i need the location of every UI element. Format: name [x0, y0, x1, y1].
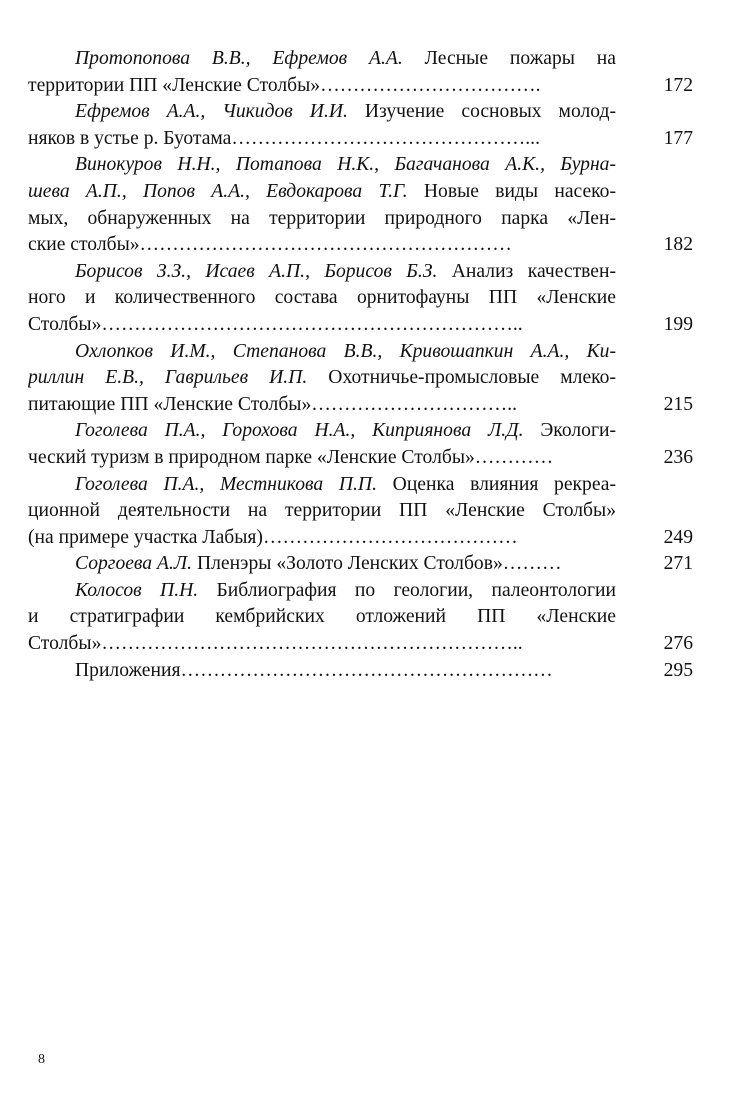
toc-entry-title: и стратиграфии кембрийских отложений ПП «Ленские — [28, 606, 616, 628]
toc-entry-text — [28, 259, 616, 339]
toc-entry-line — [28, 259, 616, 286]
toc-entry-title: Столбы»……………………………………………………….. — [28, 633, 523, 655]
toc-entry-page-number: 276 — [663, 633, 693, 655]
toc-entry-line — [28, 392, 616, 419]
toc-entry-page-number: 271 — [663, 553, 693, 575]
toc-entry-title: Изучение сосновых молод- — [347, 101, 616, 123]
toc-entry-line — [28, 658, 616, 685]
toc-entry-authors: Ефремов А.А., Чикидов И.И. — [75, 101, 348, 123]
toc-entry-line — [28, 312, 616, 339]
toc-entry[interactable] — [28, 472, 693, 552]
toc-entry-title: Новые виды насеко- — [407, 180, 616, 202]
toc-entry-authors: Борисов З.З., Исаев А.П., Борисов Б.З. — [75, 260, 438, 282]
toc-entry-line — [28, 179, 616, 206]
toc-entry-line — [28, 126, 616, 153]
toc-entry-text — [28, 99, 616, 152]
toc-entry[interactable] — [28, 339, 693, 419]
toc-entry-line — [28, 46, 616, 73]
toc-entry-line — [28, 631, 616, 658]
toc-entry-line — [28, 604, 616, 631]
toc-entry[interactable] — [28, 418, 693, 471]
toc-entry-line — [28, 498, 616, 525]
toc-entry-title: Оценка влияния рекреа- — [376, 473, 616, 495]
toc-entry-title: питающие ПП «Ленские Столбы»………………………….. — [28, 393, 518, 415]
toc-entry-authors: Гоголева П.А., Горохова Н.А., Киприянова Л.Д. — [75, 420, 524, 442]
toc-entry[interactable] — [28, 259, 693, 339]
toc-entry-title: Пленэры «Золото Ленских Столбов»……… — [192, 553, 562, 575]
toc-entry[interactable] — [28, 99, 693, 152]
toc-entry-text — [28, 418, 616, 471]
toc-entry-title: Библиография по геологии, палеонтологии — [198, 579, 616, 601]
toc-entry[interactable] — [28, 578, 693, 658]
toc-entry-title: (на примере участка Лабыя)………………………………… — [28, 526, 518, 548]
toc-entry-line — [28, 73, 616, 100]
toc-entry-line — [28, 551, 616, 578]
toc-entry-title: няков в устье р. Буотама………………………………………... — [28, 127, 540, 149]
toc-entry-line — [28, 578, 616, 605]
toc-entry-title: территории ПП «Ленские Столбы»……………………………. — [28, 74, 541, 96]
toc-entry-text — [28, 578, 616, 658]
toc-entry-line — [28, 525, 616, 552]
toc-entry-page-number: 249 — [663, 526, 693, 548]
toc-entry-line — [28, 99, 616, 126]
toc-entry-line — [28, 232, 616, 259]
toc-entry-title: Охотничье-промысловые млеко- — [307, 367, 616, 389]
toc-entry-authors: шева А.П., Попов А.А., Евдокарова Т.Г. — [28, 180, 408, 202]
toc-entry-page-number: 199 — [663, 313, 693, 335]
toc-entry-title: Приложения………………………………………………… — [75, 659, 553, 681]
toc-entry-line — [28, 285, 616, 312]
toc-entry-text — [28, 658, 616, 685]
toc-entry-authors: Винокуров Н.Н., Потапова Н.К., Багачанова А.К., Бурна- — [75, 154, 616, 176]
toc-entry-line — [28, 365, 616, 392]
toc-entry-line — [28, 206, 616, 233]
toc-entry-line — [28, 418, 616, 445]
toc-entry-title: ческий туризм в природном парке «Ленские Столбы»………… — [28, 446, 554, 468]
toc-entry-line — [28, 152, 616, 179]
toc-entry-title: Столбы»……………………………………………………….. — [28, 313, 523, 335]
toc-entry-authors: Гоголева П.А., Местникова П.П. — [75, 473, 377, 495]
toc-entry[interactable] — [28, 551, 693, 578]
toc-entry-title: Лесные пожары на — [402, 48, 616, 69]
toc-entry-authors: Соргоева А.Л. — [75, 553, 193, 575]
toc-entry[interactable] — [28, 46, 693, 99]
toc-entry-title: ционной деятельности на территории ПП «Ленские Столбы» — [28, 500, 616, 522]
toc-entry[interactable] — [28, 658, 693, 685]
toc-entry-title: ного и количественного состава орнитофауны ПП «Ленские — [28, 287, 616, 309]
toc-entry[interactable] — [28, 152, 693, 258]
toc-entry-authors: Колосов П.Н. — [75, 579, 199, 601]
toc-entry-page-number: 236 — [663, 446, 693, 468]
toc-entry-line — [28, 472, 616, 499]
toc-entry-page-number: 172 — [663, 74, 693, 96]
toc-entry-page-number: 295 — [663, 659, 693, 681]
toc-entry-page-number: 177 — [663, 127, 693, 149]
toc-entry-title: мых, обнаруженных на территории природного парка «Лен- — [28, 207, 616, 229]
toc-entry-text — [28, 551, 616, 578]
toc-entry-authors: риллин Е.В., Гаврильев И.П. — [28, 367, 308, 389]
page-number-footer: 8 — [38, 1052, 45, 1067]
toc-entry-page-number: 215 — [663, 393, 693, 415]
toc-entry-text — [28, 152, 616, 258]
toc-entry-authors: Протопопова В.В., Ефремов А.А. — [75, 48, 403, 69]
table-of-contents — [28, 46, 693, 684]
toc-entry-authors: Охлопков И.М., Степанова В.В., Кривошапкин А.А., Ки- — [75, 340, 616, 362]
toc-entry-title: Анализ качествен- — [437, 260, 616, 282]
toc-entry-title: ские столбы»………………………………………………… — [28, 234, 512, 256]
toc-entry-text — [28, 339, 616, 419]
toc-entry-text — [28, 472, 616, 552]
toc-entry-line — [28, 339, 616, 366]
toc-entry-title: Экологи- — [523, 420, 616, 442]
toc-entry-line — [28, 445, 616, 472]
toc-entry-text — [28, 46, 616, 99]
toc-entry-page-number: 182 — [663, 234, 693, 256]
